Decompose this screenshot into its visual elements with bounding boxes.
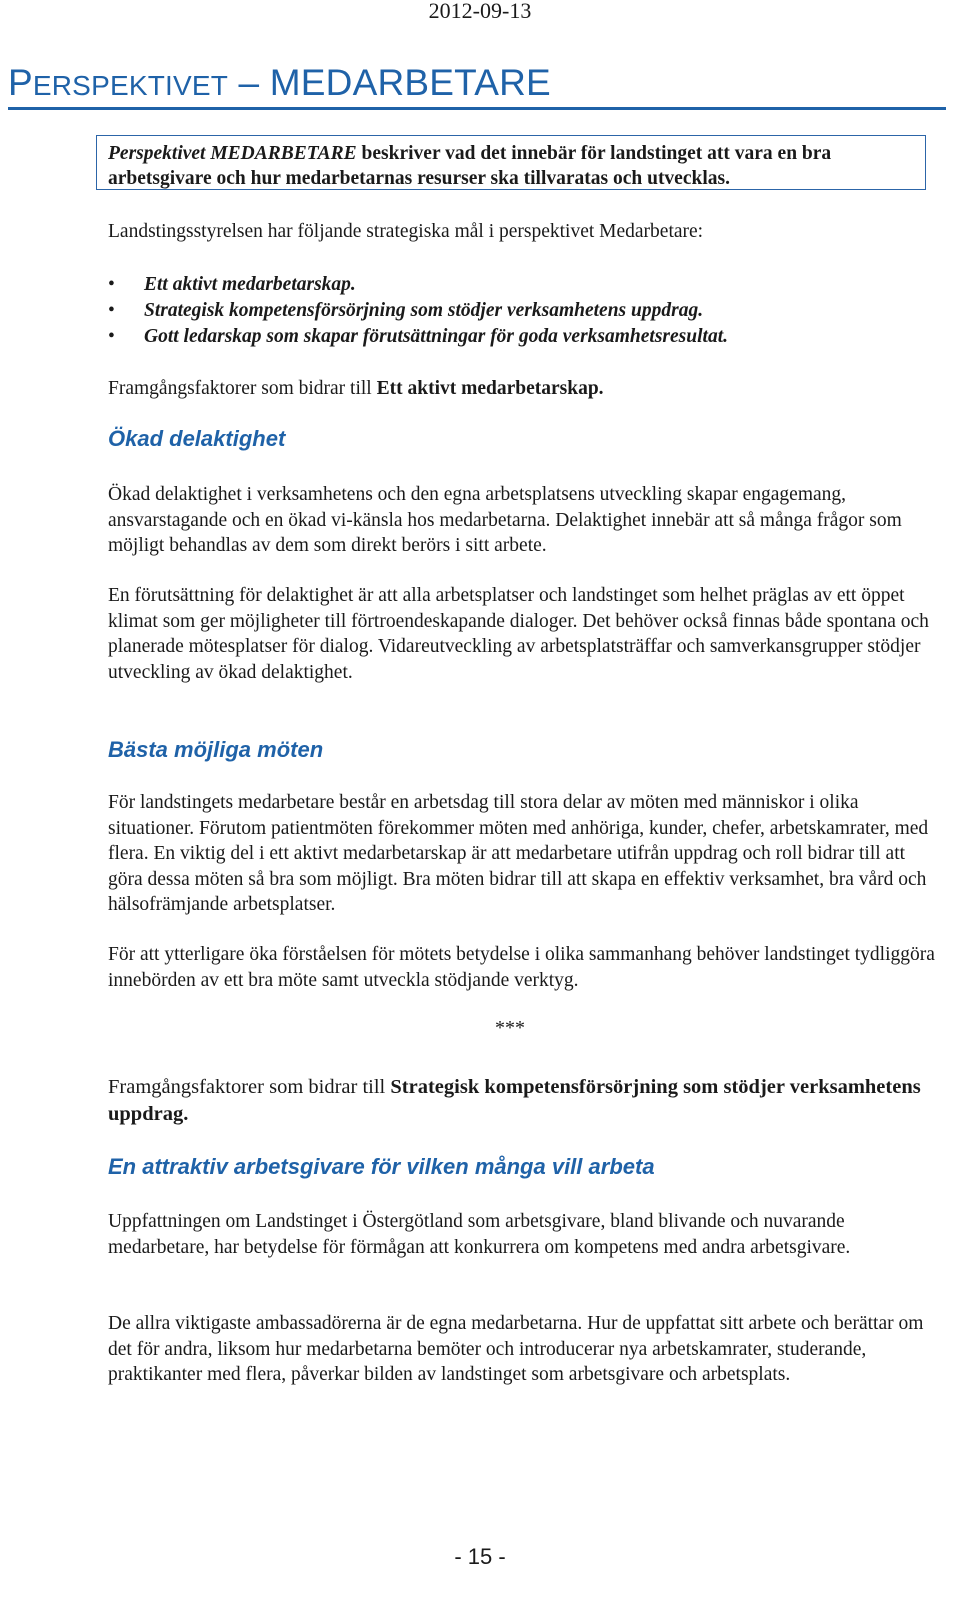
goals-list bbox=[108, 272, 938, 350]
goal-item: • Gott ledarskap som skapar förutsättningar för goda verksamhetsresultat. bbox=[108, 324, 938, 350]
title-dash: – bbox=[228, 62, 270, 103]
section-separator: *** bbox=[495, 1017, 525, 1039]
intro-text bbox=[108, 141, 928, 191]
section-heading-attraktiv-arbetsgivare: En attraktiv arbetsgivare för vilken många vill arbeta bbox=[108, 1154, 655, 1179]
success-factors-2 bbox=[108, 1074, 943, 1128]
section-2-paragraph-2: För att ytterligare öka förståelsen för mötets betydelse i olika sammanhang behöver landstinget tydliggöra innebörden av ett bra möte samt utveckla stödjande verktyg. bbox=[108, 944, 935, 991]
section-1-paragraph-2: En förutsättning för delaktighet är att alla arbetsplatser och landstinget som helhet präglas av ett öppet klimat som ger möjligheter till förtroendeskapande dialoger. Det behöver också finnas både spontana och planerade mötesplatser för dialog. Vidareutveckling av arbetsplatsträffar och samverkansgrupper stödjer utveckling av ökad delaktighet. bbox=[108, 585, 929, 683]
success-factors-1-prefix: Framgångsfaktorer som bidrar till bbox=[108, 378, 377, 399]
success-factors-1-bold: Ett aktivt medarbetarskap. bbox=[376, 378, 604, 399]
section-3-paragraph-2: De allra viktigaste ambassadörerna är de egna medarbetarna. Hur de uppfattat sitt arbete och berättar om det för andra, liksom hur medarbetarna bemöter och introducerar nya arbetskamrater, studerande, praktikanter med flera, påverkar bilden av landstinget som arbetsgivare och arbetsplats. bbox=[108, 1313, 924, 1385]
title-underline bbox=[8, 107, 946, 110]
title-initial: P bbox=[8, 62, 33, 103]
page-title bbox=[8, 62, 551, 104]
section-heading-okad-delaktighet: Ökad delaktighet bbox=[108, 426, 286, 451]
goal-item: • Strategisk kompetensförsörjning som stödjer verksamhetens uppdrag. bbox=[108, 298, 938, 324]
section-heading-basta-mojliga-moten: Bästa möjliga möten bbox=[108, 737, 324, 762]
success-factors-2-bold: Strategisk kompetensförsörjning som stödjer verksamhetens uppdrag. bbox=[108, 1076, 921, 1125]
section-2-paragraph-1: För landstingets medarbetare består en arbetsdag till stora delar av möten med människor i olika situationer. Förutom patientmöten förekommer möten med anhöriga, kunder, chefer, arbetskamrater, med flera. En viktig del i ett aktivt medarbetarskap är att medarbetare utifrån uppdrag och roll bidrar till att göra dessa möten så bra som möjligt. Bra möten bidrar till att skapa en effektiv verksamhet, bra vård och hälsofrämjande arbetsplatser. bbox=[108, 792, 929, 915]
page-number: - 15 - bbox=[454, 1544, 506, 1569]
title-second-word: MEDARBETARE bbox=[269, 62, 551, 103]
goals-intro: Landstingsstyrelsen har följande strategiska mål i perspektivet Medarbetare: bbox=[108, 221, 704, 242]
success-factors-1 bbox=[108, 376, 943, 402]
success-factors-2-prefix: Framgångsfaktorer som bidrar till bbox=[108, 1076, 391, 1098]
intro-rest: beskriver vad det innebär för landstinget att vara en bra arbetsgivare och hur medarbetarnas resurser ska tillvaratas och utvecklas. bbox=[108, 143, 832, 189]
section-3-paragraph-1: Uppfattningen om Landstinget i Östergötland som arbetsgivare, bland blivande och nuvarande medarbetare, har betydelse för förmågan att konkurrera om kompetens med andra arbetsgivare. bbox=[108, 1211, 851, 1258]
section-1-paragraph-1: Ökad delaktighet i verksamhetens och den egna arbetsplatsens utveckling skapar engagemang, ansvarstagande och en ökad vi-känsla hos medarbetarna. Delaktighet innebär att så många frågor som möjligt behandlas av dem som direkt berörs i sitt arbete. bbox=[108, 484, 902, 556]
title-small-caps: ERSPEKTIVET bbox=[32, 70, 229, 101]
intro-italic: Perspektivet MEDARBETARE bbox=[108, 143, 357, 164]
document-date: 2012-09-13 bbox=[428, 0, 532, 23]
goal-item: • Ett aktivt medarbetarskap. bbox=[108, 272, 938, 298]
